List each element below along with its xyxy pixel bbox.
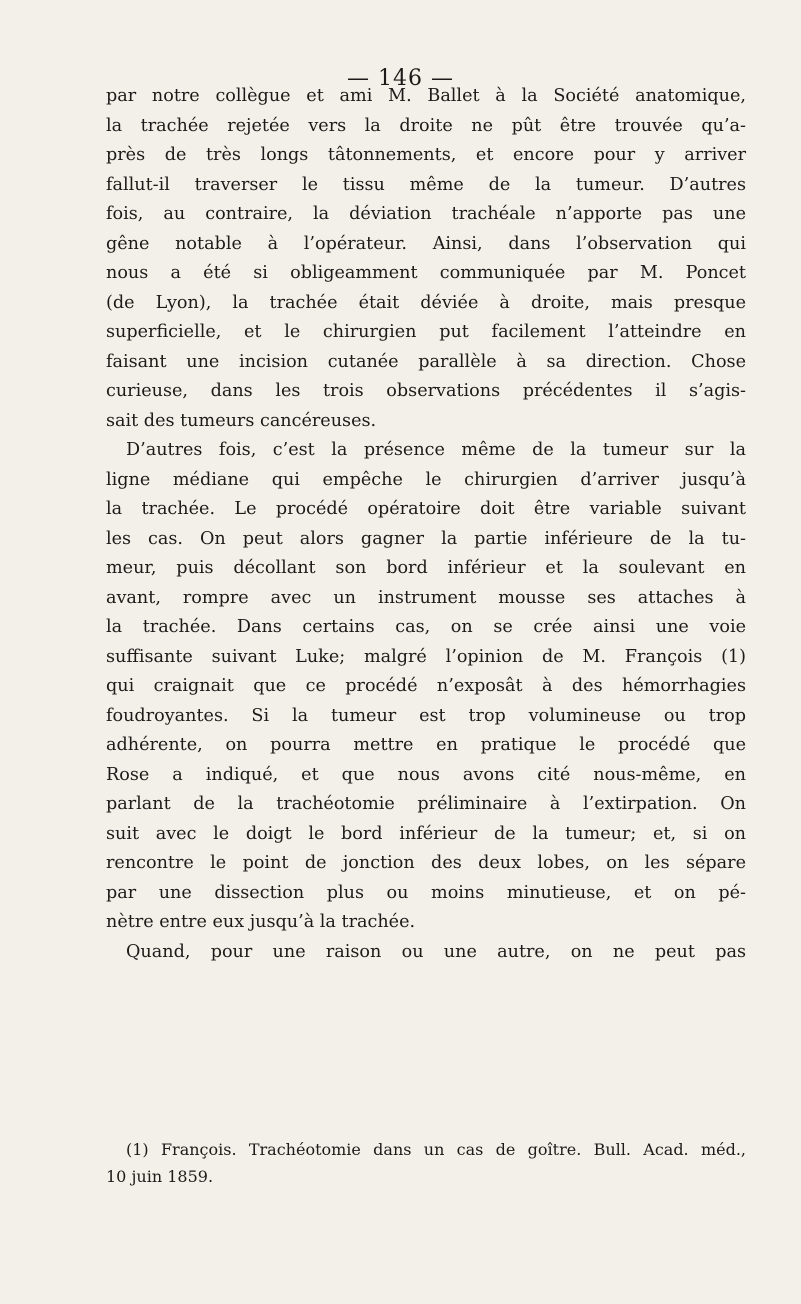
text-line: ligne médiane qui empêche le chirurgien d’arriver jusqu’à: [106, 469, 746, 490]
footnote-line: (1) François. Trachéotomie dans un cas de goître. Bull. Acad. méd.,: [126, 1140, 746, 1159]
text-line: D’autres fois, c’est la présence même de la tumeur sur la: [126, 440, 746, 460]
text-line: par une dissection plus ou moins minutieuse, et on pé-: [106, 882, 746, 903]
text-line: curieuse, dans les trois observations précédentes il s’agis-: [106, 381, 746, 401]
footnote-line: 10 juin 1859.: [106, 1167, 214, 1186]
body-text: [106, 82, 746, 967]
text-line: parlant de la trachéotomie préliminaire à l’extirpation. On: [106, 794, 746, 814]
text-line: foudroyantes. Si la tumeur est trop volumineuse ou trop: [106, 705, 746, 726]
text-line: adhérente, on pourra mettre en pratique le procédé que: [106, 735, 746, 755]
text-line: fallut-il traverser le tissu même de la tumeur. D’autres: [106, 174, 746, 195]
text-line: avant, rompre avec un instrument mousse ses attaches à: [106, 587, 746, 608]
text-line: suffisante suivant Luke; malgré l’opinion de M. François (1): [106, 646, 746, 667]
text-line: superficielle, et le chirurgien put facilement l’atteindre en: [106, 322, 746, 342]
paragraph: [106, 436, 746, 938]
text-line: nètre entre eux jusqu’à la trachée.: [106, 912, 416, 932]
text-line: suit avec le doigt le bord inférieur de la tumeur; et, si on: [106, 823, 746, 844]
text-line: les cas. On peut alors gagner la partie inférieure de la tu-: [106, 528, 746, 549]
text-line: qui craignait que ce procédé n’exposât à des hémorrhagies: [106, 676, 746, 696]
text-line: par notre collègue et ami M. Ballet à la Société anatomique,: [106, 86, 746, 106]
text-line: sait des tumeurs cancéreuses.: [106, 410, 377, 431]
paragraph: [106, 82, 746, 436]
paragraph: [106, 938, 746, 968]
text-line: Quand, pour une raison ou une autre, on ne peut pas: [126, 941, 746, 962]
text-line: faisant une incision cutanée parallèle à sa direction. Chose: [106, 351, 746, 372]
text-line: la trachée rejetée vers la droite ne pût être trouvée qu’a-: [106, 115, 746, 136]
text-line: fois, au contraire, la déviation trachéale n’apporte pas une: [106, 204, 746, 224]
text-line: meur, puis décollant son bord inférieur et la soulevant en: [106, 558, 746, 578]
text-line: rencontre le point de jonction des deux lobes, on les sépare: [106, 853, 746, 873]
text-line: la trachée. Le procédé opératoire doit être variable suivant: [106, 499, 746, 519]
text-line: gêne notable à l’opérateur. Ainsi, dans l’observation qui: [106, 233, 746, 254]
text-line: près de très longs tâtonnements, et encore pour y arriver: [106, 145, 746, 165]
text-line: la trachée. Dans certains cas, on se crée ainsi une voie: [106, 617, 746, 637]
footnote: [106, 1136, 746, 1190]
text-line: (de Lyon), la trachée était déviée à droite, mais presque: [106, 292, 746, 313]
text-line: nous a été si obligeamment communiquée par M. Poncet: [106, 263, 746, 283]
text-line: Rose a indiqué, et que nous avons cité nous-même, en: [106, 764, 746, 785]
page-number: — 146 —: [347, 66, 454, 91]
